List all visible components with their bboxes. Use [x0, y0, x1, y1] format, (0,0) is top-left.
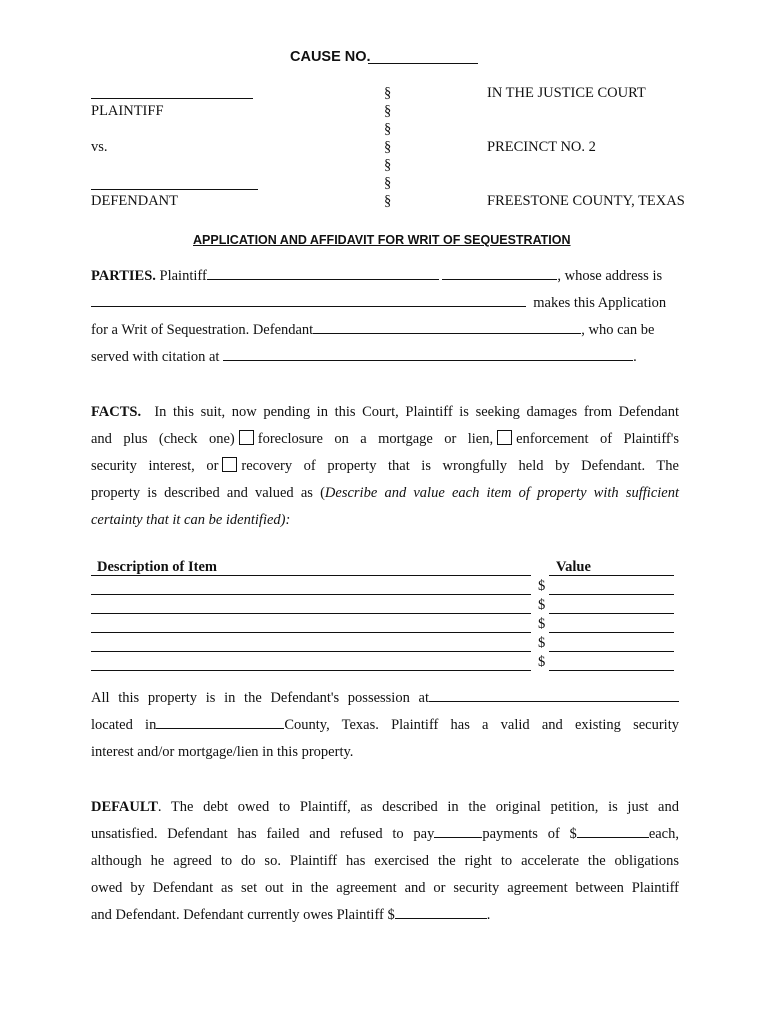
- default-text: payments of $: [482, 826, 577, 842]
- court-name: IN THE JUSTICE COURT: [487, 85, 646, 101]
- dollar-sign: $: [538, 616, 546, 632]
- foreclosure-checkbox[interactable]: [239, 430, 254, 445]
- possession-text: located in: [91, 717, 157, 733]
- dollar-sign: $: [538, 578, 546, 594]
- payment-amount-blank[interactable]: [577, 824, 649, 838]
- section-symbol: §: [384, 175, 392, 191]
- payments-count-blank[interactable]: [434, 824, 482, 838]
- default-text: unsatisfied. Defendant has failed and refused to pay: [91, 826, 435, 842]
- county-state: FREESTONE COUNTY, TEXAS: [487, 193, 685, 209]
- parties-text: Plaintiff: [159, 268, 207, 284]
- description-header-line: [91, 575, 531, 576]
- description-column-header: Description of Item: [97, 559, 218, 575]
- facts-italic-text: certainty that it can be identified):: [91, 512, 291, 528]
- facts-text: recovery of property that is wrongfully held by Defendant. The: [241, 458, 679, 474]
- item-description-field[interactable]: [91, 670, 531, 671]
- possession-text: County, Texas. Plaintiff has a valid and existing security: [284, 717, 679, 733]
- recovery-checkbox[interactable]: [222, 457, 237, 472]
- defendant-label: DEFENDANT: [91, 193, 178, 209]
- facts-text: enforcement of Plaintiff's: [516, 431, 679, 447]
- facts-text: In this suit, now pending in this Court, Plaintiff is seeking damages from Defendant: [154, 404, 679, 420]
- item-value-field[interactable]: [549, 594, 674, 595]
- enforcement-checkbox[interactable]: [497, 430, 512, 445]
- facts-text: security interest, or: [91, 458, 219, 474]
- dollar-sign: $: [538, 654, 546, 670]
- item-value-field[interactable]: [549, 651, 674, 652]
- versus-label: vs.: [91, 139, 108, 155]
- defendant-name-field[interactable]: [91, 189, 258, 190]
- parties-line-3: [91, 317, 679, 344]
- section-symbol: §: [384, 193, 392, 209]
- item-description-field[interactable]: [91, 613, 531, 614]
- default-heading: DEFAULT: [91, 799, 158, 815]
- defendant-name-blank[interactable]: [313, 320, 581, 334]
- facts-heading: FACTS.: [91, 404, 142, 420]
- section-symbol: §: [384, 103, 392, 119]
- possession-line-3: [91, 739, 679, 766]
- default-section: [91, 794, 679, 929]
- plaintiff-label: PLAINTIFF: [91, 103, 164, 119]
- parties-text: , who can be: [581, 322, 655, 338]
- plaintiff-name-blank[interactable]: [207, 266, 439, 280]
- facts-text: and plus (check one): [91, 431, 235, 447]
- item-description-field[interactable]: [91, 594, 531, 595]
- item-value-field[interactable]: [549, 670, 674, 671]
- parties-section: [91, 263, 679, 371]
- parties-text: .: [633, 349, 637, 365]
- section-symbol: §: [384, 85, 392, 101]
- default-line-1: [91, 794, 679, 821]
- section-symbol: §: [384, 139, 392, 155]
- parties-line-2: [91, 290, 679, 317]
- possession-location-blank[interactable]: [429, 688, 679, 702]
- section-symbol: §: [384, 157, 392, 173]
- default-text: each,: [648, 826, 679, 842]
- default-text: . The debt owed to Plaintiff, as described in the original petition, is just and: [157, 799, 679, 815]
- default-line-5: [91, 902, 679, 929]
- parties-heading: PARTIES.: [91, 268, 156, 284]
- default-text: and Defendant. Defendant currently owes Plaintiff $: [91, 907, 395, 923]
- parties-text: makes this Application: [533, 295, 667, 311]
- defendant-address-blank[interactable]: [223, 347, 633, 361]
- item-value-field[interactable]: [549, 632, 674, 633]
- precinct-number: PRECINCT NO. 2: [487, 139, 596, 155]
- facts-line-4: [91, 480, 679, 507]
- facts-italic-text: Describe and value each item of property with sufficient: [324, 485, 679, 501]
- cause-number-field[interactable]: [368, 63, 478, 64]
- possession-section: [91, 685, 679, 766]
- default-text: owed by Defendant as set out in the agreement and or security agreement between Plaintiff: [91, 880, 679, 896]
- section-symbol: §: [384, 121, 392, 137]
- possession-text: All this property is in the Defendant's possession at: [91, 690, 429, 706]
- parties-line-4: [91, 344, 679, 371]
- parties-text: served with citation at: [91, 349, 220, 365]
- plaintiff-name-field[interactable]: [91, 98, 253, 99]
- facts-line-5: [91, 507, 679, 534]
- default-text: .: [486, 907, 491, 923]
- parties-line-1: [91, 263, 679, 290]
- facts-section: [91, 399, 679, 534]
- default-line-4: [91, 875, 679, 902]
- possession-text: interest and/or mortgage/lien in this property.: [91, 744, 354, 760]
- amount-owed-blank[interactable]: [395, 905, 487, 919]
- default-text: although he agreed to do so. Plaintiff has exercised the right to accelerate the obligations: [91, 853, 679, 869]
- plaintiff-address-blank[interactable]: [91, 293, 526, 307]
- parties-text: for a Writ of Sequestration. Defendant: [91, 322, 314, 338]
- plaintiff-name-blank-2[interactable]: [442, 266, 557, 280]
- dollar-sign: $: [538, 635, 546, 651]
- facts-line-3: [91, 453, 679, 480]
- item-description-field[interactable]: [91, 651, 531, 652]
- facts-text: property is described and valued as (: [91, 485, 325, 501]
- facts-line-2: [91, 426, 679, 453]
- default-line-2: [91, 821, 679, 848]
- parties-text: , whose address is: [557, 268, 663, 284]
- possession-line-2: [91, 712, 679, 739]
- value-column-header: Value: [556, 559, 591, 575]
- facts-text: foreclosure on a mortgage or lien,: [257, 431, 494, 447]
- cause-number-label: CAUSE NO.: [290, 49, 371, 65]
- facts-line-1: [91, 399, 679, 426]
- county-blank[interactable]: [156, 715, 284, 729]
- document-title: APPLICATION AND AFFIDAVIT FOR WRIT OF SEQUESTRATION: [193, 233, 571, 247]
- item-value-field[interactable]: [549, 613, 674, 614]
- item-description-field[interactable]: [91, 632, 531, 633]
- possession-line-1: [91, 685, 679, 712]
- dollar-sign: $: [538, 597, 546, 613]
- value-header-line: [549, 575, 674, 576]
- default-line-3: [91, 848, 679, 875]
